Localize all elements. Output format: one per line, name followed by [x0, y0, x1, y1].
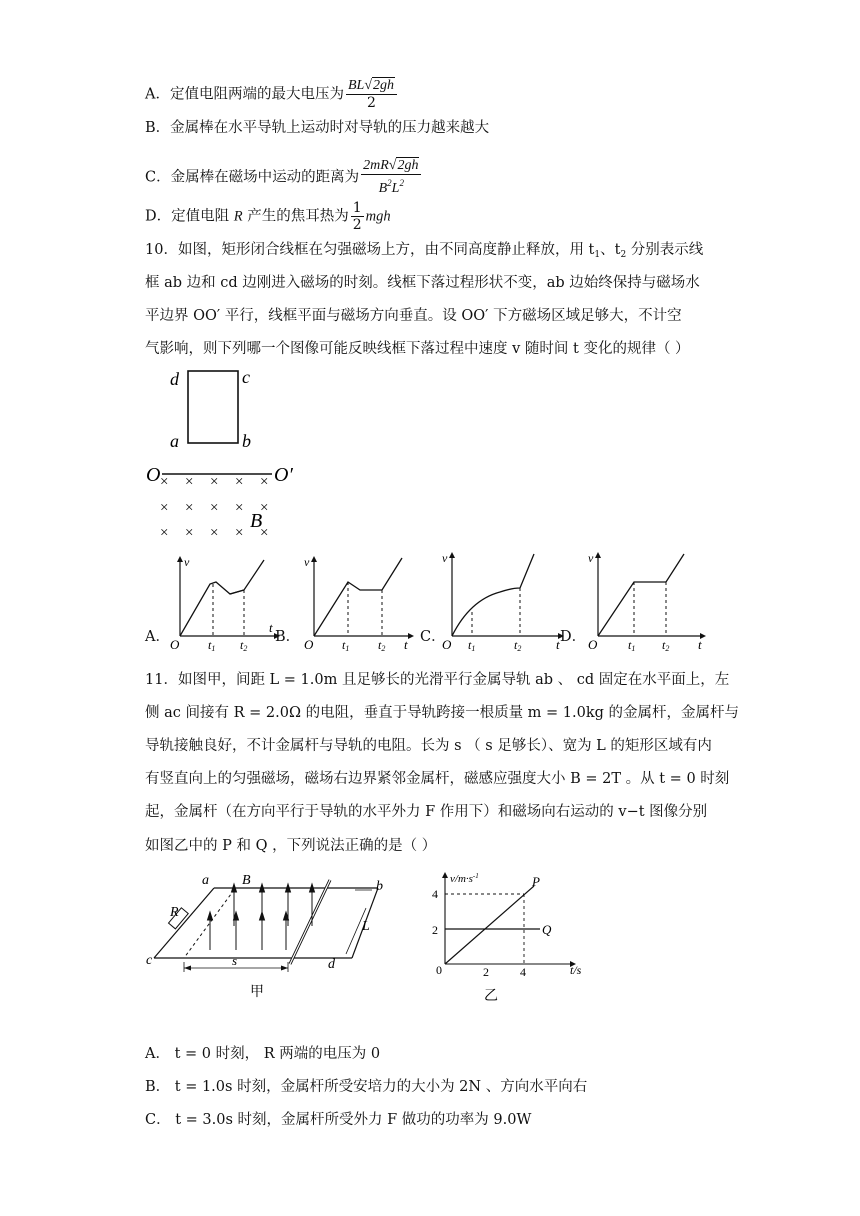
svg-text:t: t: [269, 620, 273, 635]
svg-text:t: t: [404, 637, 408, 652]
label-O: O: [146, 464, 161, 486]
svg-text:v: v: [442, 551, 448, 565]
line-P: [445, 886, 534, 964]
label-a: a: [170, 431, 179, 451]
cross: ×: [185, 500, 194, 516]
q10-line-1: 10．如图，矩形闭合线框在匀强磁场上方，由不同高度静止释放，用 $t_1$、$t_2$ 分别表示线: [145, 242, 704, 260]
cross: ×: [210, 474, 219, 490]
label-c: c: [242, 367, 250, 387]
svg-text:t2: t2: [378, 638, 386, 652]
cross: ×: [260, 474, 269, 490]
q11-line-1: 11．如图甲，间距 L = 1.0m 且足够长的光滑平行金属导轨 ab 、 cd 固定在水平面上，左: [145, 672, 730, 688]
svg-text:t2: t2: [514, 638, 522, 652]
q10-line-3: 平边界 OO′ 平行，线框平面与磁场方向垂直。设 OO′ 下方磁场区域足够大，不计空: [145, 308, 682, 324]
cross: ×: [185, 525, 194, 541]
q9-c-fraction: $\frac{2mR√2gh}{B^2L^2}$: [361, 158, 421, 197]
svg-text:t1: t1: [468, 638, 476, 652]
q10-option-d-label: D．: [560, 629, 587, 645]
y-tick-2: 2: [432, 923, 438, 937]
q9-a-fraction: $\frac{BL√2gh}{2}$: [346, 78, 397, 111]
cross: ×: [260, 525, 269, 541]
left-rail: [154, 888, 214, 958]
cross: ×: [185, 474, 194, 490]
x-tick-2: 2: [483, 965, 489, 979]
cross: ×: [210, 525, 219, 541]
q11-figure-yi: [420, 868, 600, 1008]
svg-text:t1: t1: [628, 638, 636, 652]
q11-line-6: 如图乙中的 P 和 Q ，下列说法正确的是（ ）: [145, 838, 437, 854]
q10-graph-c: [440, 548, 570, 652]
svg-text:t1: t1: [342, 638, 350, 652]
cross: ×: [160, 474, 169, 490]
label-R: R: [170, 905, 179, 920]
q10-graph-d: [586, 548, 711, 652]
label-d: d: [170, 369, 179, 389]
label-b: b: [376, 879, 383, 894]
cross: ×: [260, 500, 269, 516]
cross: ×: [160, 500, 169, 516]
svg-text:t: t: [698, 637, 702, 652]
cross: ×: [235, 525, 244, 541]
svg-text:t: t: [556, 637, 560, 652]
cross: ×: [160, 525, 169, 541]
q11-figure-jia: [140, 868, 400, 1003]
q9-d-fraction: $\frac{1}{2}$: [352, 200, 362, 233]
q10-option-b-label: B．: [275, 629, 301, 645]
loop-rectangle: [188, 371, 238, 443]
label-c: c: [146, 953, 153, 968]
q11-line-3: 导轨接触良好，不计金属杆与导轨的电阻。长为 s （ s 足够长）、宽为 L 的矩形区域有内: [145, 738, 712, 754]
q9-option-a: A．定值电阻两端的最大电压为 $\frac{BL√2gh}{2}$: [145, 78, 399, 111]
q10-option-a-label: A．: [145, 629, 170, 645]
origin-label: 0: [436, 963, 442, 977]
label-s: s: [232, 953, 238, 968]
label-P: P: [532, 874, 540, 889]
q10-graph-a: [168, 552, 283, 652]
q11-option-a: A． t = 0 时刻， R 两端的电压为 0: [145, 1046, 381, 1062]
q11-line-2: 侧 ac 间接有 R = 2.0Ω 的电阻，垂直于导轨跨接一根质量 m = 1.0kg 的金属杆，金属杆与: [145, 705, 740, 721]
x-axis-label: t/s: [570, 963, 582, 977]
label-a: a: [202, 873, 209, 888]
q11-option-b: B． t = 1.0s 时刻，金属杆所受安培力的大小为 2N 、方向水平向右: [145, 1079, 588, 1095]
q11-option-c: C． t = 3.0s 时刻，金属杆所受外力 F 做功的功率为 9.0W: [145, 1112, 532, 1128]
svg-text:O: O: [442, 637, 452, 652]
cross: ×: [210, 500, 219, 516]
label-b: b: [242, 431, 251, 451]
cross: ×: [235, 474, 244, 490]
field-left-edge: [184, 890, 234, 958]
q10-line-2: 框 ab 边和 cd 边刚进入磁场的时刻。线框下落过程形状不变，ab 边始终保持与磁场水: [145, 275, 700, 291]
q10-graph-b: [302, 552, 417, 652]
label-B: B: [242, 873, 251, 888]
svg-text:t2: t2: [240, 638, 248, 652]
svg-text:v: v: [184, 555, 190, 569]
q10-line-4: 气影响，则下列哪一个图像可能反映线框下落过程中速度 v 随时间 t 变化的规律（ ）: [145, 341, 690, 357]
q11-line-4: 有竖直向上的匀强磁场，磁场右边界紧邻金属杆，磁感应强度大小 B = 2T 。从 t = 0 时刻: [145, 771, 730, 787]
q11-line-5: 起，金属杆（在方向平行于导轨的水平外力 F 作用下）和磁场向右运动的 v−t 图像分别: [145, 804, 708, 820]
label-Q: Q: [542, 922, 552, 937]
caption-yi: 乙: [484, 989, 498, 1004]
q9-option-b: B．金属棒在水平导轨上运动时对导轨的压力越来越大: [145, 120, 490, 136]
q9-option-c: C．金属棒在磁场中运动的距离为 $\frac{2mR√2gh}{B^2L^2}$: [145, 158, 423, 197]
field-arrows: [208, 884, 315, 950]
cross: ×: [235, 500, 244, 516]
q10-frame-figure: [140, 365, 300, 545]
svg-text:O: O: [170, 637, 180, 652]
svg-text:t1: t1: [208, 638, 216, 652]
y-tick-4: 4: [432, 887, 438, 901]
label-d: d: [328, 957, 335, 972]
x-tick-4: 4: [520, 965, 526, 979]
q10-option-c-label: C．: [420, 629, 446, 645]
svg-text:v: v: [588, 551, 594, 565]
label-O-prime: O′: [274, 464, 293, 486]
y-axis-label: $v/m\cdot s^{-1}$: [450, 872, 479, 885]
label-L: L: [362, 919, 370, 934]
label-B: B: [250, 510, 263, 532]
svg-text:t2: t2: [662, 638, 670, 652]
caption-jia: 甲: [250, 985, 264, 1000]
q9-option-d: D．定值电阻 R 产生的焦耳热为 $\frac{1}{2}$ mgh: [145, 200, 391, 233]
svg-text:v: v: [304, 555, 310, 569]
svg-text:O: O: [304, 637, 314, 652]
svg-text:O: O: [588, 637, 598, 652]
